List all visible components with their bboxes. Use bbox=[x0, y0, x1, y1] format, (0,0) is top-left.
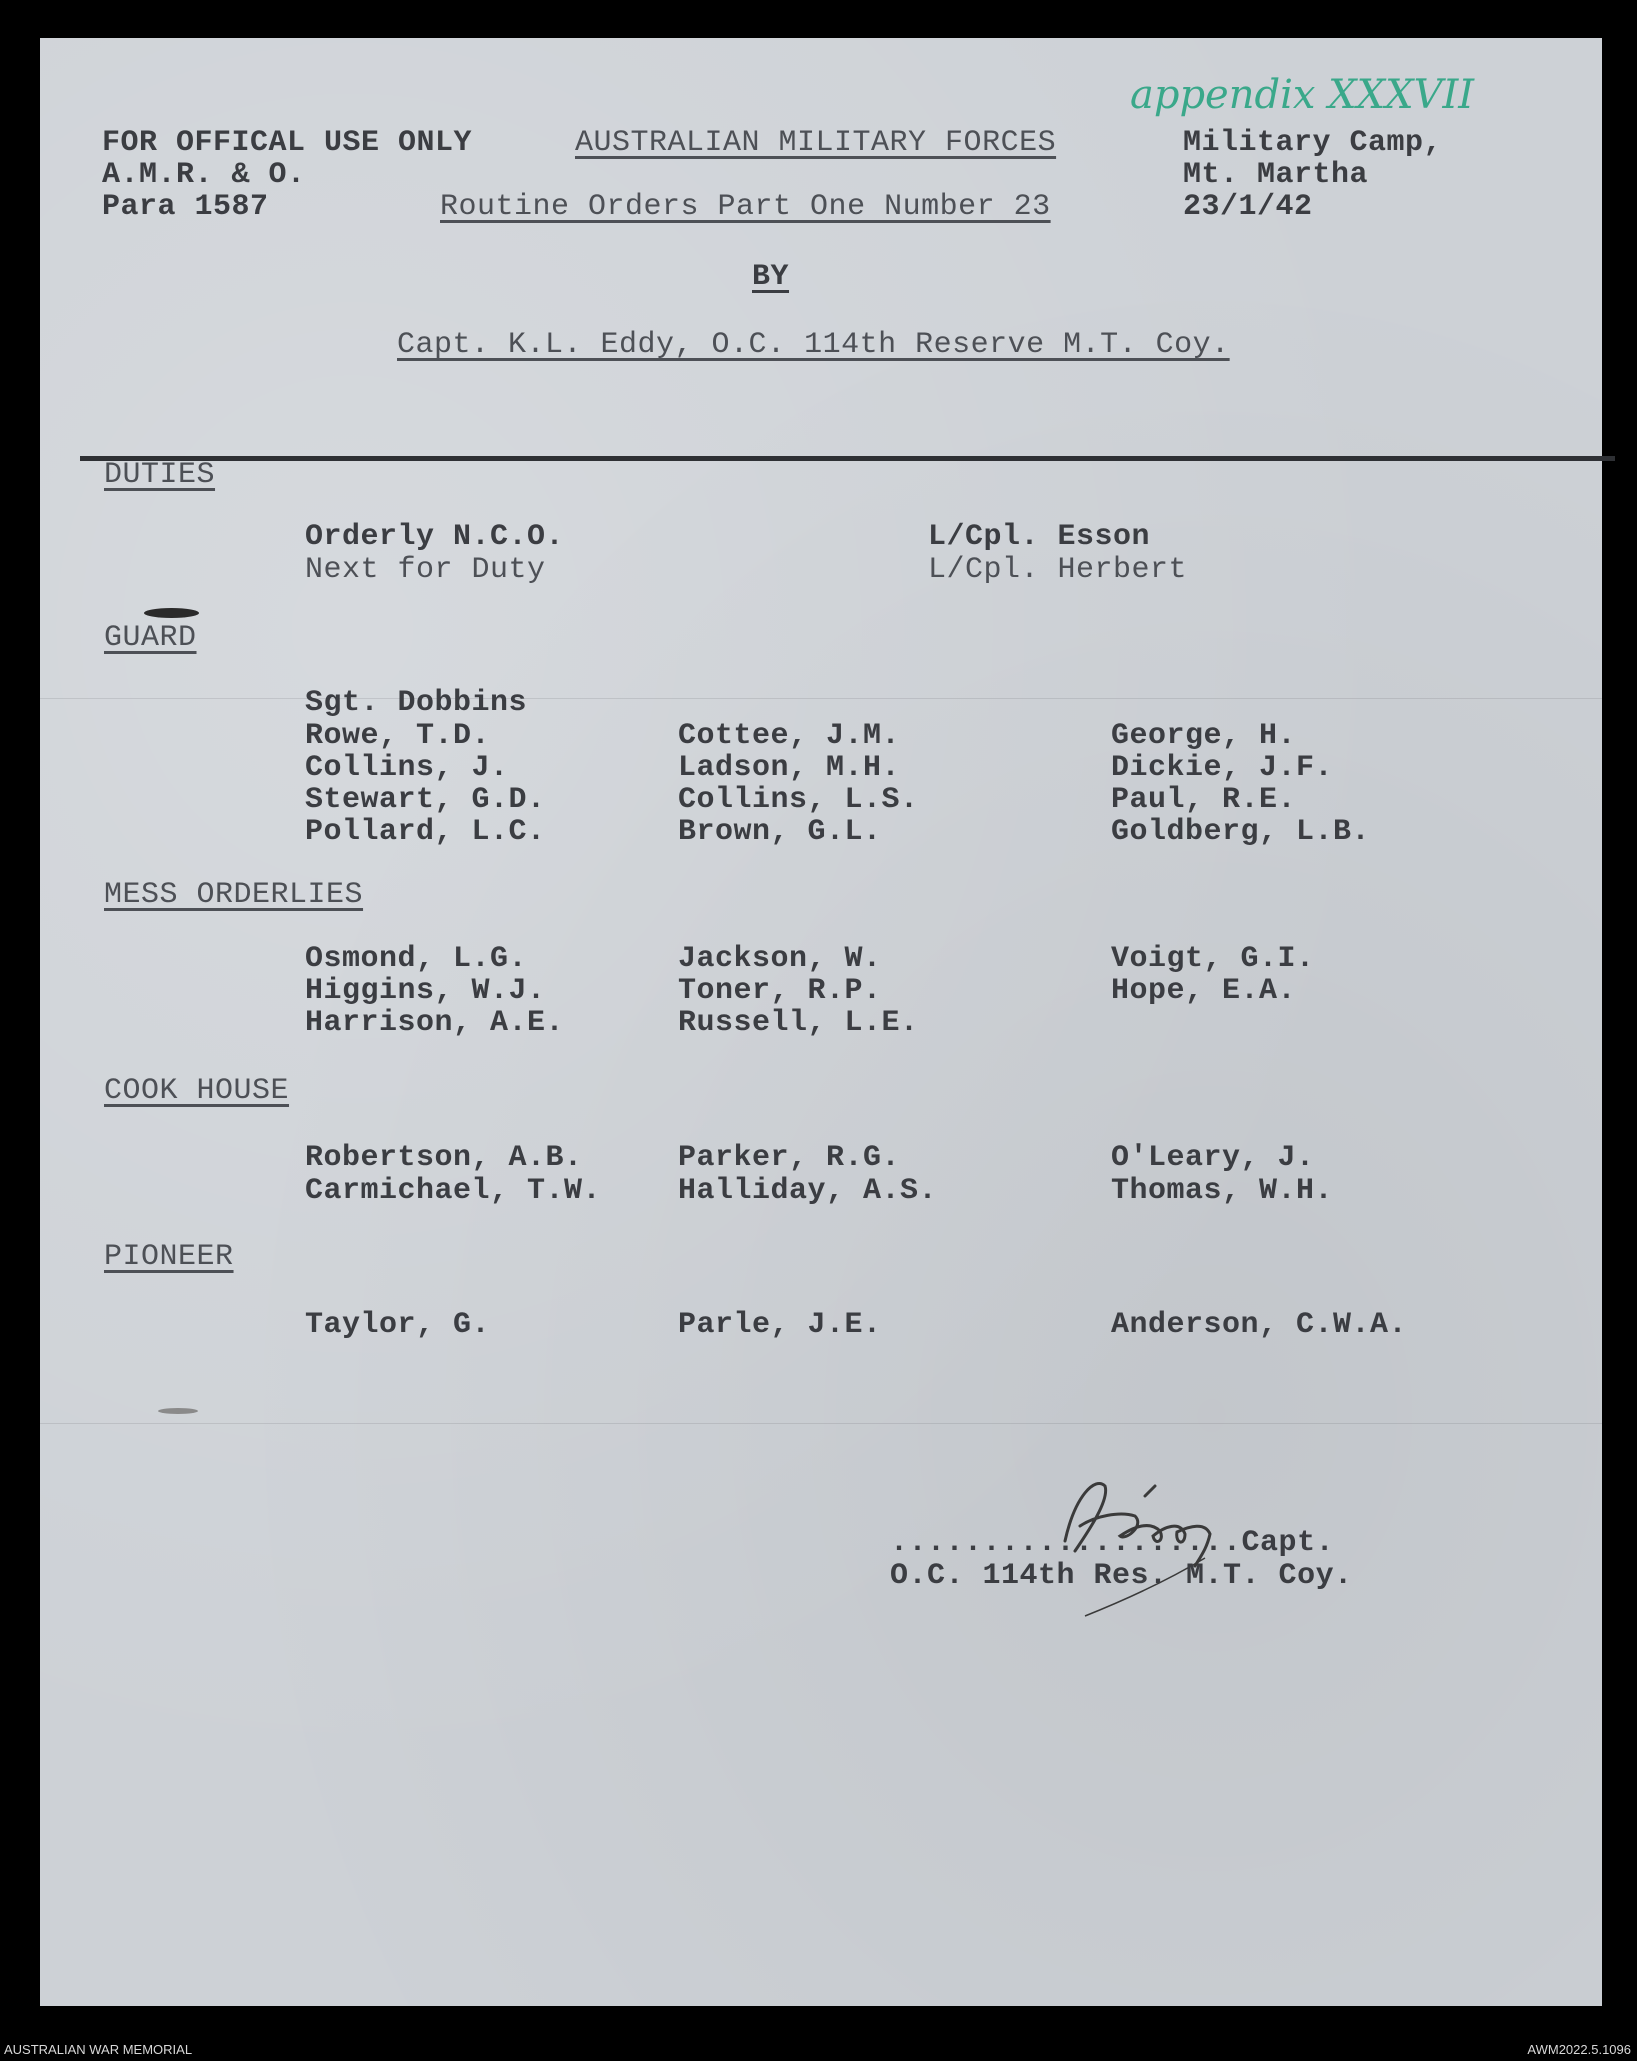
header-left-line-2: A.M.R. & O. bbox=[102, 158, 306, 192]
routine-orders-subtitle: Routine Orders Part One Number 23 bbox=[440, 190, 1051, 224]
guard-name: Collins, J. bbox=[305, 751, 509, 785]
issuer-line: Capt. K.L. Eddy, O.C. 114th Reserve M.T. Coy. bbox=[397, 328, 1230, 362]
pioneer-name: Taylor, G. bbox=[305, 1308, 491, 1342]
header-right-line-3: 23/1/42 bbox=[1183, 190, 1313, 224]
mess-name: Jackson, W. bbox=[678, 942, 882, 976]
cookhouse-name: Halliday, A.S. bbox=[678, 1174, 938, 1208]
duty-role: Next for Duty bbox=[305, 553, 546, 587]
by-label: BY bbox=[752, 260, 790, 294]
header-left-line-3: Para 1587 bbox=[102, 190, 269, 224]
section-heading-pioneer: PIONEER bbox=[104, 1240, 234, 1274]
section-heading-duties: DUTIES bbox=[104, 458, 216, 492]
mess-name: Hope, E.A. bbox=[1111, 974, 1297, 1008]
cookhouse-name: O'Leary, J. bbox=[1111, 1141, 1315, 1175]
signature-title: O.C. 114th Res. M.T. Coy. bbox=[890, 1559, 1353, 1593]
header-right-line-1: Military Camp, bbox=[1183, 126, 1443, 160]
guard-name: Dickie, J.F. bbox=[1111, 751, 1334, 785]
mess-name: Harrison, A.E. bbox=[305, 1006, 565, 1040]
duty-name: L/Cpl. Esson bbox=[928, 520, 1151, 554]
guard-name: Cottee, J.M. bbox=[678, 719, 901, 753]
archive-reference: AWM2022.5.1096 bbox=[1527, 2042, 1631, 2057]
archive-footer-left: AUSTRALIAN WAR MEMORIAL bbox=[4, 2042, 193, 2057]
mess-name: Voigt, G.I. bbox=[1111, 942, 1315, 976]
cookhouse-name: Robertson, A.B. bbox=[305, 1141, 583, 1175]
guard-name: Ladson, M.H. bbox=[678, 751, 901, 785]
mess-name: Russell, L.E. bbox=[678, 1006, 919, 1040]
mess-name: Toner, R.P. bbox=[678, 974, 882, 1008]
guard-name: Goldberg, L.B. bbox=[1111, 815, 1371, 849]
guard-name: George, H. bbox=[1111, 719, 1297, 753]
section-heading-cook-house: COOK HOUSE bbox=[104, 1074, 290, 1108]
signature-line: ...................Capt. bbox=[890, 1526, 1335, 1560]
appendix-annotation: appendix XXXVII bbox=[1130, 72, 1475, 118]
guard-lead: Sgt. Dobbins bbox=[305, 686, 528, 720]
cookhouse-name: Carmichael, T.W. bbox=[305, 1174, 602, 1208]
cookhouse-name: Parker, R.G. bbox=[678, 1141, 901, 1175]
guard-name: Paul, R.E. bbox=[1111, 783, 1297, 817]
guard-name: Brown, G.L. bbox=[678, 815, 882, 849]
guard-name: Rowe, T.D. bbox=[305, 719, 491, 753]
section-heading-mess-orderlies: MESS ORDERLIES bbox=[104, 878, 364, 912]
pioneer-name: Anderson, C.W.A. bbox=[1111, 1308, 1408, 1342]
mess-name: Osmond, L.G. bbox=[305, 942, 528, 976]
guard-name: Collins, L.S. bbox=[678, 783, 919, 817]
section-heading-guard: GUARD bbox=[104, 621, 197, 655]
header-left-line-1: FOR OFFICAL USE ONLY bbox=[102, 126, 473, 160]
mess-name: Higgins, W.J. bbox=[305, 974, 546, 1008]
guard-name: Pollard, L.C. bbox=[305, 815, 546, 849]
duty-role: Orderly N.C.O. bbox=[305, 520, 565, 554]
duty-name: L/Cpl. Herbert bbox=[928, 553, 1188, 587]
cookhouse-name: Thomas, W.H. bbox=[1111, 1174, 1334, 1208]
header-right-line-2: Mt. Martha bbox=[1183, 158, 1369, 192]
header-title: AUSTRALIAN MILITARY FORCES bbox=[575, 126, 1057, 160]
guard-name: Stewart, G.D. bbox=[305, 783, 546, 817]
pioneer-name: Parle, J.E. bbox=[678, 1308, 882, 1342]
document-page bbox=[40, 38, 1602, 2006]
divider-rule bbox=[80, 456, 1615, 461]
